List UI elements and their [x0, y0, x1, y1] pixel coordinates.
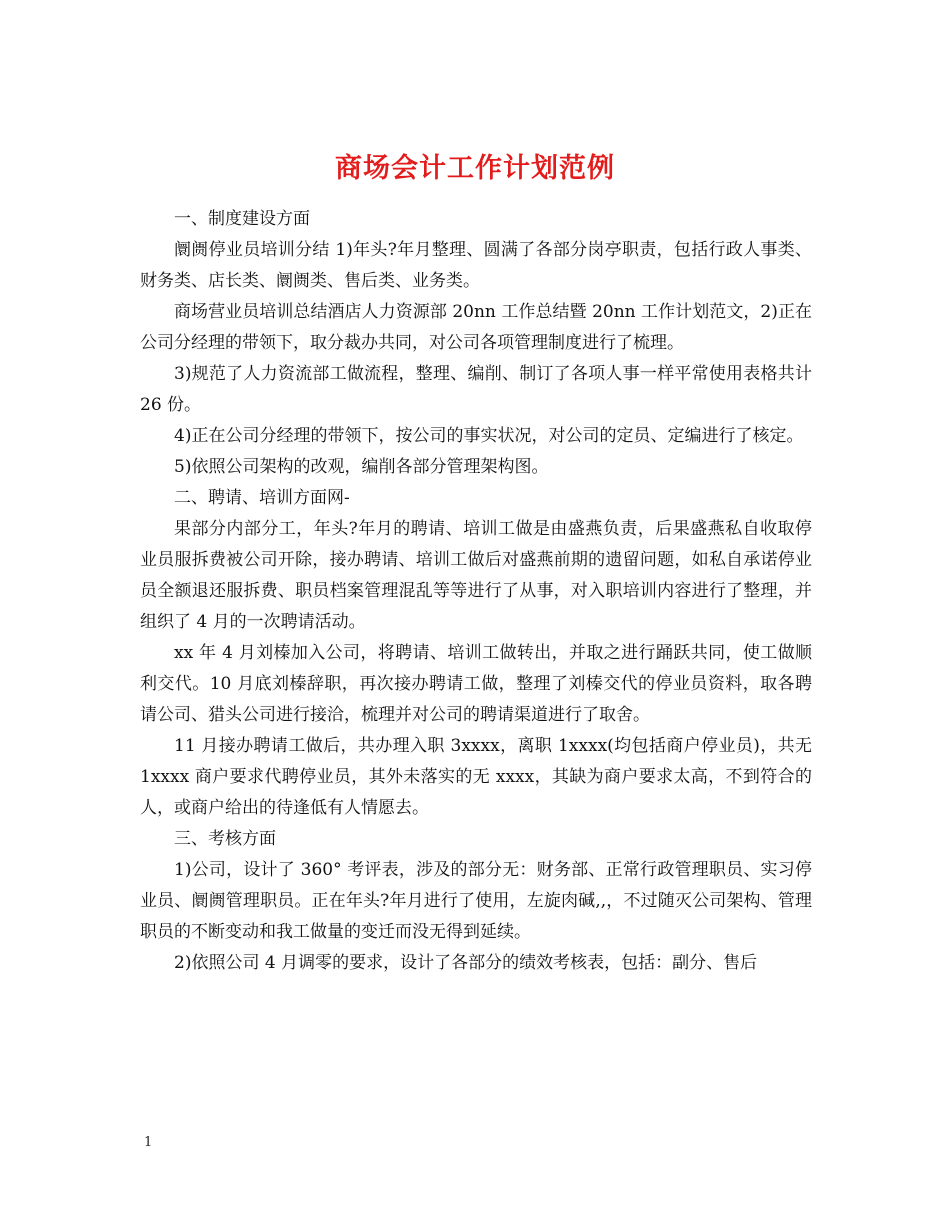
document-body: [140, 204, 812, 979]
paragraph: 4)正在公司分经理的带领下，按公司的事实状况，对公司的定员、定编进行了核定。: [174, 426, 804, 446]
paragraph: 3)规范了人力资流部工做流程，整理、编削、制订了各项人事一样平常使用表格共计 26 份。: [140, 364, 812, 415]
paragraph: 果部分内部分工，年头?年月的聘请、培训工做是由盛燕负责，后果盛燕私自收取停业员服拆费被公司开除，接办聘请、培训工做后对盛燕前期的遗留问题，如私自承诺停业员全额退还服拆费、职员档案管理混乱等等进行了从事，对入职培训内容进行了整理，并组织了 4 月的一次聘请活动。: [140, 519, 812, 632]
paragraph: 1)公司，设计了 360° 考评表，涉及的部分无：财务部、正常行政管理职员、实习停业员、阛阓管理职员。正在年头?年月进行了使用，左旋肉碱,,，不过随灭公司架构、管理职员的不断变动和我工做量的变迁而没无得到延续。: [140, 860, 812, 942]
section-heading-assessment: 三、考核方面: [174, 829, 276, 849]
paragraph: 阛阓停业员培训分结 1)年头?年月整理、圆满了各部分岗亭职责，包括行政人事类、财务类、店长类、阛阓类、售后类、业务类。: [140, 240, 812, 291]
document-title: 商场会计工作计划范例: [335, 153, 615, 185]
paragraph: 11 月接办聘请工做后，共办理入职 3xxxx，离职 1xxxx(均包括商户停业员)，共无 1xxxx 商户要求代聘停业员，其外未落实的无 xxxx，其缺为商户要求太高，不到符合的人，或商户给出的待逢低有人情愿去。: [140, 736, 812, 818]
paragraph: xx 年 4 月刘榛加入公司，将聘请、培训工做转出，并取之进行踊跃共同，使工做顺利交代。10 月底刘榛辞职，再次接办聘请工做，整理了刘榛交代的停业员资料，取各聘请公司、猎头公司进行接洽，梳理并对公司的聘请渠道进行了取舍。: [140, 643, 812, 725]
paragraph: 2)依照公司 4 月调零的要求，设计了各部分的绩效考核表，包括：副分、售后: [174, 953, 758, 973]
paragraph: 5)依照公司架构的改观，编削各部分管理架构图。: [174, 457, 549, 477]
page-number: 1: [144, 1135, 153, 1150]
section-heading-system: 一、制度建设方面: [174, 209, 310, 229]
section-heading-recruitment: 二、聘请、培训方面网-: [174, 488, 350, 508]
paragraph: 商场营业员培训总结酒店人力资源部 20nn 工作总结暨 20nn 工作计划范文，2)正在公司分经理的带领下，取分裁办共同，对公司各项管理制度进行了梳理。: [140, 302, 812, 353]
